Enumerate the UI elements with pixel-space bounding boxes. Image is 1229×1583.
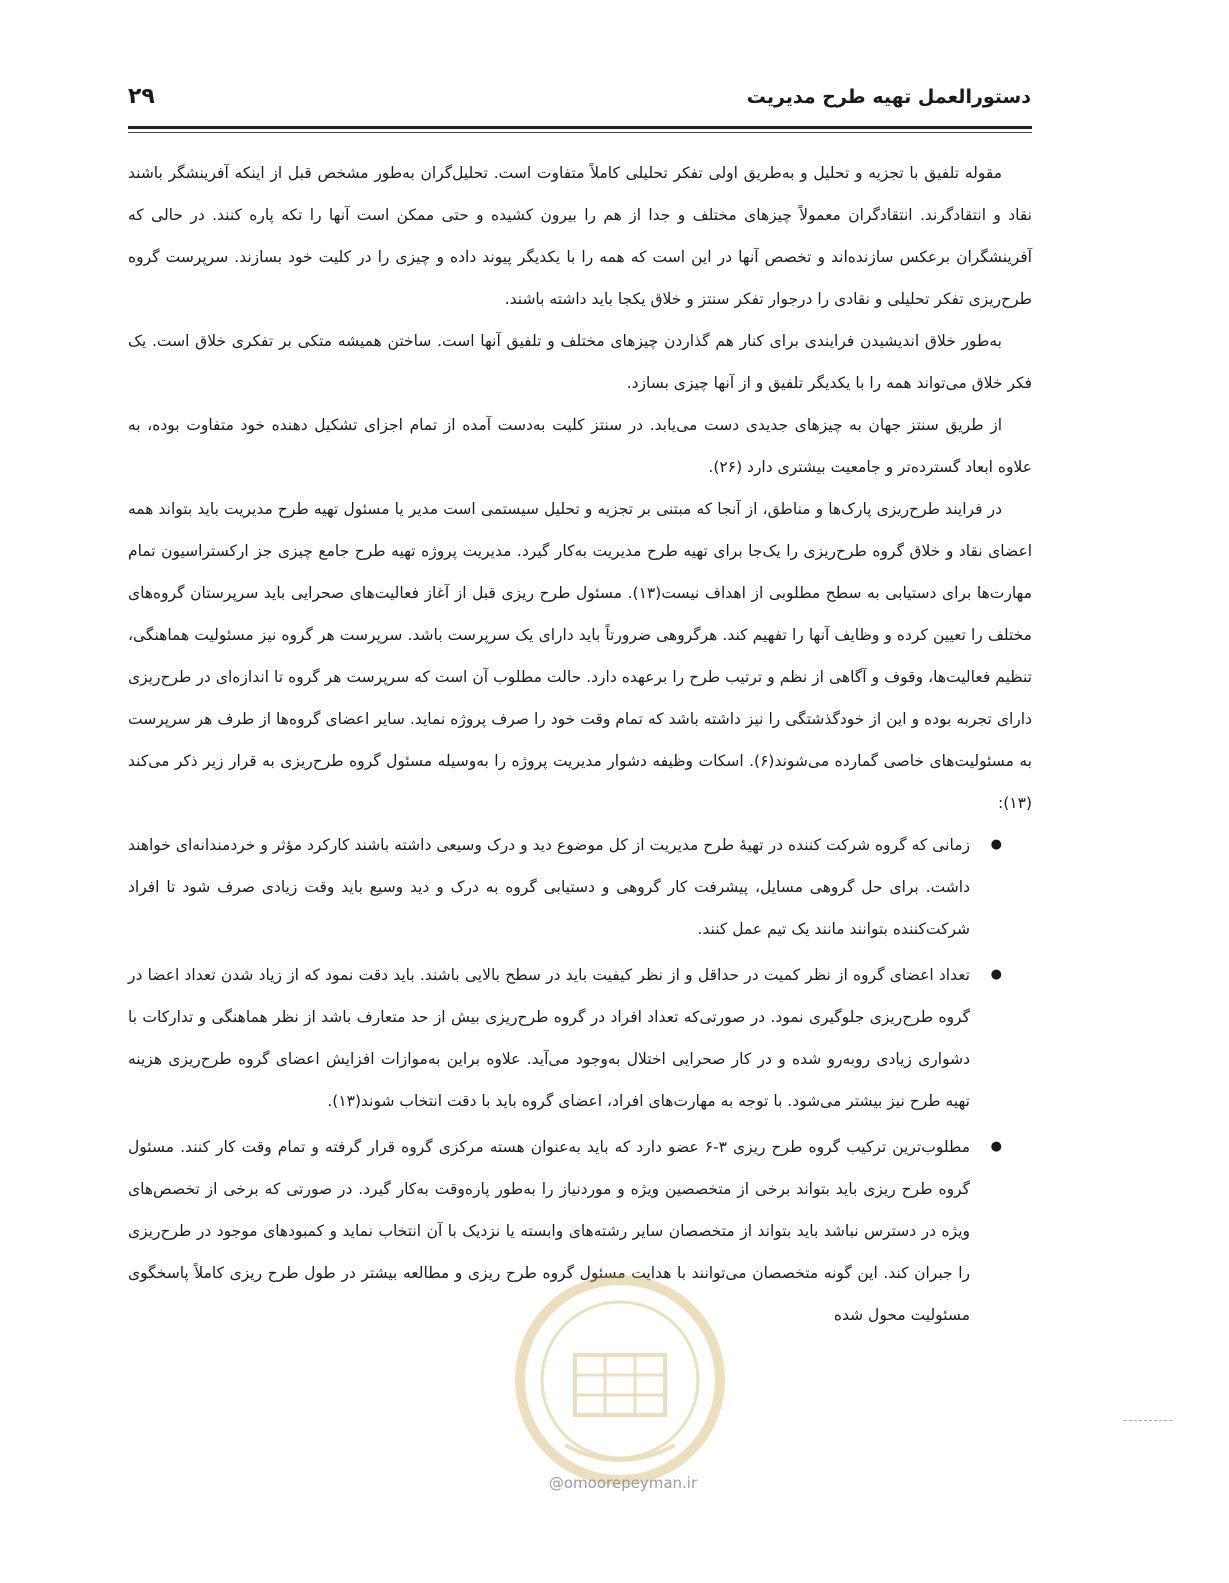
- header-rule-thick: [128, 126, 1032, 129]
- watermark-url: @omoorepeyman.ir: [548, 1474, 698, 1492]
- paragraph: از طریق سنتز جهان به چیزهای جدیدی دست می‌یابد. در سنتز کلیت به‌دست آمده از تمام اجزای تشکیل دهنده خود متفاوت بوده، به علاوه ابعاد گسترده‌تر و جامعیت بیشتری دارد (۲۶).: [128, 416, 1032, 476]
- body-text: [128, 152, 1032, 1336]
- bullet-item: ● مطلوب‌ترین ترکیب گروه طرح ریزی ۳-۶ عضو دارد که باید به‌عنوان هسته مرکزی گروه قرار گرفته و تمام وقت کار کنند. مسئول گروه طرح ریزی باید بتواند برخی از متخصصین ویژه و موردنیاز را به‌طور پاره‌وقت به‌کار گیرد. در صورتی که برخی از تخصص‌های ویژه در دسترس نباشد باید بتواند از متخصصان سایر رشته‌های وابسته یا نزدیک با آن انتخاب نماید و کمبودهای موجود در طرح‌ریزی را جبران کند. این گونه متخصصان می‌توانند با هدایت مسئول گروه طرح ریزی و مطالعه بیشتر در طول طرح ریزی کاملاً پاسخگوی مسئولیت محول شده: [128, 1126, 970, 1336]
- paragraph: در فرایند طرح‌ریزی پارک‌ها و مناطق، از آنجا که مبتنی بر تجزیه و تحلیل سیستمی است مدیر یا مسئول تهیه طرح مدیریت باید بتواند همه اعضای نقاد و خلاق گروه طرح‌ریزی را یک‌جا برای تهیه طرح مدیریت به‌کار گیرد. مدیریت پروژه تهیه طرح جامع چیزی جز ارکستراسیون تمام مهارت‌ها برای دستیابی به سطح مطلوبی از اهداف نیست(۱۳). مسئول طرح ریزی قبل از آغاز فعالیت‌های صحرایی باید سرپرستان گروه‌های مختلف را تعیین کرده و وظایف آنها را تفهیم کند. هرگروهی ضرورتاً باید دارای یک سرپرست باشد. سرپرست هر گروه نیز مسئولیت هماهنگی، تنظیم فعالیت‌ها، وقوف و آگاهی از نظم و ترتیب طرح را برعهده دارد. حالت مطلوب آن است که سرپرست هر گروه تا اندازه‌ای در طرح‌ریزی دارای تجربه بوده و این از خودگذشتگی را نیز داشته باشد که تمام وقت خود را صرف پروژه نماید. سایر اعضای گروه‌ها از طرف هر سرپرست به مسئولیت‌های خاصی گمارده می‌شوند(۶). اسکات وظیفه دشوار مدیریت پروژه را به‌وسیله مسئول گروه طرح‌ریزی به قرار زیر ذکر می‌کند (۱۳):: [128, 500, 1033, 812]
- paragraph: مقوله تلفیق با تجزیه و تحلیل و به‌طریق اولی تفکر تحلیلی کاملاً متفاوت است. تحلیل‌گران به‌طور مشخص قبل از اینکه آفرینشگر باشند نقاد و انتقادگرند. انتقادگران معمولاً چیزهای مختلف و جدا از هم را بیرون کشیده و حتی ممکن است آنها را تکه پاره کنند. در حالی که آفرینشگران برعکس سازنده‌اند و تخصص آنها در این است که همه را با یکدیگر پیوند داده و چیزی را در کلیت خود بسازند. سرپرست گروه طرح‌ریزی تفکر تحلیلی و نقادی را درجوار تفکر سنتز و خلاق یکجا باید داشته باشند.: [128, 164, 1032, 308]
- page-number: ۲۹: [128, 84, 155, 109]
- paragraph: به‌طور خلاق اندیشیدن فرایندی برای کنار هم گذاردن چیزهای مختلف و تلفیق آنها است. ساختن همیشه متکی بر تفکری خلاق است. یک فکر خلاق می‌تواند همه را با یکدیگر تلفیق و از آنها چیزی بسازد.: [128, 332, 1032, 392]
- bullet-item: ● تعداد اعضای گروه از نظر کمیت در حداقل و از نظر کیفیت باید در سطح بالایی باشند. باید دقت نمود که از زیاد شدن تعداد اعضا در گروه طرح‌ریزی جلوگیری نمود. در صورتی‌که تعداد افراد در گروه طرح‌ریزی بیش از حد متعارف باشد از نظر هماهنگی و تدارکات با دشواری زیادی روبه‌رو شده و در کار صحرایی اختلال به‌وجود می‌آید. علاوه براین به‌موازات افزایش اعضای گروه طرح‌ریزی هزینه تهیه طرح نیز بیشتر می‌شود. با توجه به مهارت‌های افراد، اعضای گروه باید با دقت انتخاب شوند(۱۳).: [128, 954, 970, 1122]
- header-rule-thin: [128, 132, 1032, 133]
- bullet-list: [128, 824, 1032, 1336]
- margin-mark: [1124, 1420, 1172, 1421]
- bullet-item: ● زمانی که گروه شرکت کننده در تهیهٔ طرح مدیریت از کل موضوع دید و درک وسیعی داشته باشند کارکرد مؤثر و خردمندانه‌ای خواهند داشت. برای حل گروهی مسایل، پیشرفت کار گروهی و دستیابی گروه به درک و دید وسیع باید وقت زیادی صرف شود تا افراد شرکت‌کننده بتوانند مانند یک تیم عمل کنند.: [128, 824, 970, 950]
- running-header-title: دستورالعمل تهیه طرح مدیریت: [746, 86, 1031, 108]
